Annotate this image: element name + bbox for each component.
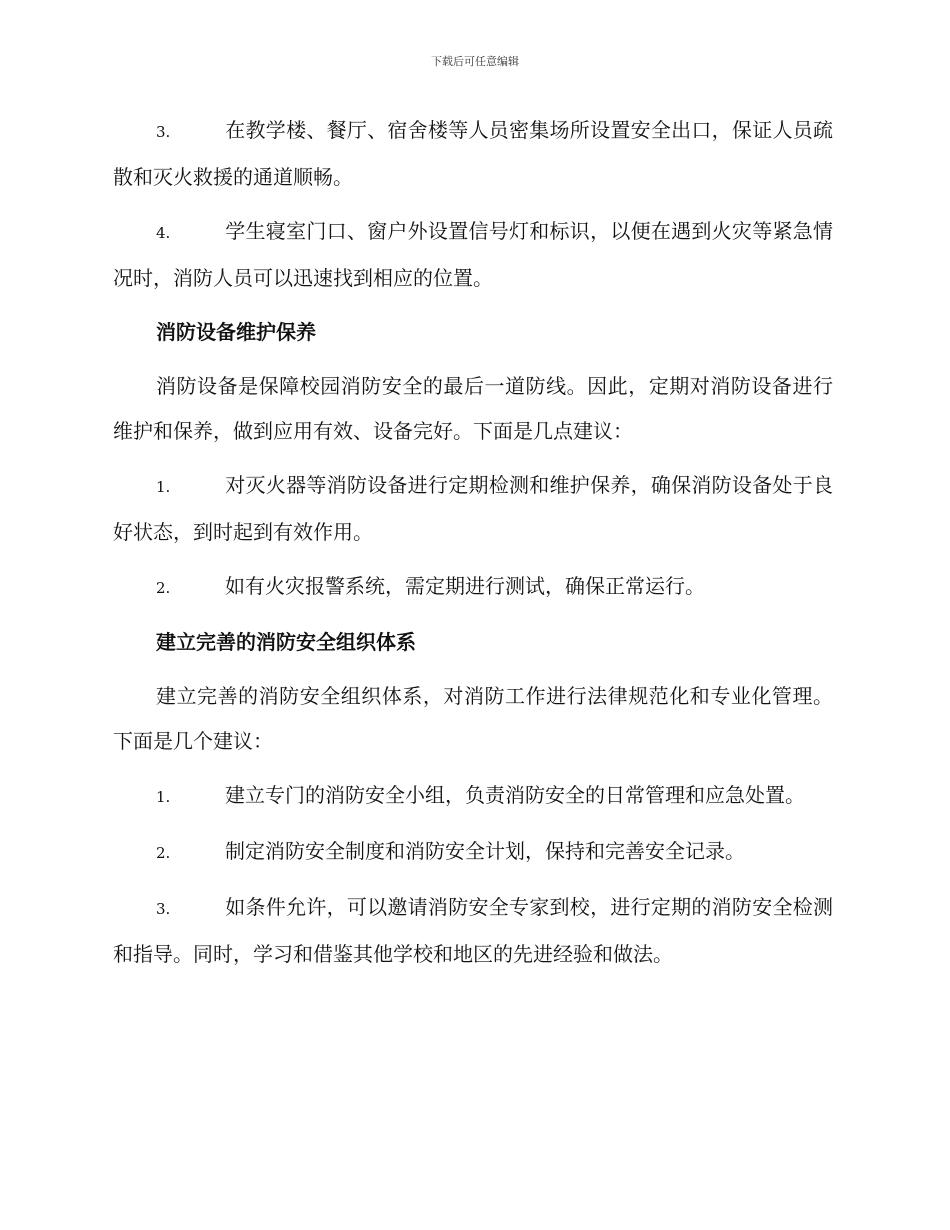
list-number: 3. bbox=[156, 900, 171, 918]
list-item bbox=[113, 829, 833, 876]
list-item-text: 制定消防安全制度和消防安全计划，保持和完善安全记录。 bbox=[225, 839, 745, 863]
list-item-text: 如有火灾报警系统，需定期进行测试，确保正常运行。 bbox=[225, 574, 705, 598]
list-number: 1. bbox=[156, 788, 171, 806]
list-item bbox=[113, 108, 833, 200]
list-number: 2. bbox=[156, 844, 171, 862]
list-item bbox=[113, 209, 833, 301]
paragraph: 建立完善的消防安全组织体系，对消防工作进行法律规范化和专业化管理。下面是几个建议： bbox=[113, 684, 833, 753]
list-item bbox=[113, 463, 833, 555]
list-number: 1. bbox=[156, 478, 171, 496]
list-item-text: 建立专门的消防安全小组，负责消防安全的日常管理和应急处置。 bbox=[225, 783, 805, 807]
list-item-text: 学生寝室门口、窗户外设置信号灯和标识，以便在遇到火灾等紧急情况时，消防人员可以迅速找到相应的位置。 bbox=[113, 219, 833, 290]
list-item bbox=[113, 885, 833, 977]
header-note: 下载后可任意编辑 bbox=[431, 55, 519, 68]
list-item bbox=[113, 773, 833, 820]
list-number: 4. bbox=[156, 224, 171, 242]
list-number: 3. bbox=[156, 123, 171, 141]
list-number: 2. bbox=[156, 579, 171, 597]
list-item-text: 对灭火器等消防设备进行定期检测和维护保养，确保消防设备处于良好状态，到时起到有效作用。 bbox=[113, 473, 833, 544]
document-body bbox=[113, 108, 833, 986]
paragraph: 消防设备是保障校园消防安全的最后一道防线。因此，定期对消防设备进行维护和保养，做到应用有效、设备完好。下面是几点建议： bbox=[113, 374, 833, 443]
list-item bbox=[113, 564, 833, 611]
list-item-text: 如条件允许，可以邀请消防安全专家到校，进行定期的消防安全检测和指导。同时，学习和借鉴其他学校和地区的先进经验和做法。 bbox=[113, 895, 833, 966]
section-heading: 消防设备维护保养 bbox=[156, 320, 316, 344]
section-heading: 建立完善的消防安全组织体系 bbox=[156, 630, 416, 654]
list-item-text: 在教学楼、餐厅、宿舍楼等人员密集场所设置安全出口，保证人员疏散和灭火救援的通道顺畅。 bbox=[113, 118, 833, 189]
